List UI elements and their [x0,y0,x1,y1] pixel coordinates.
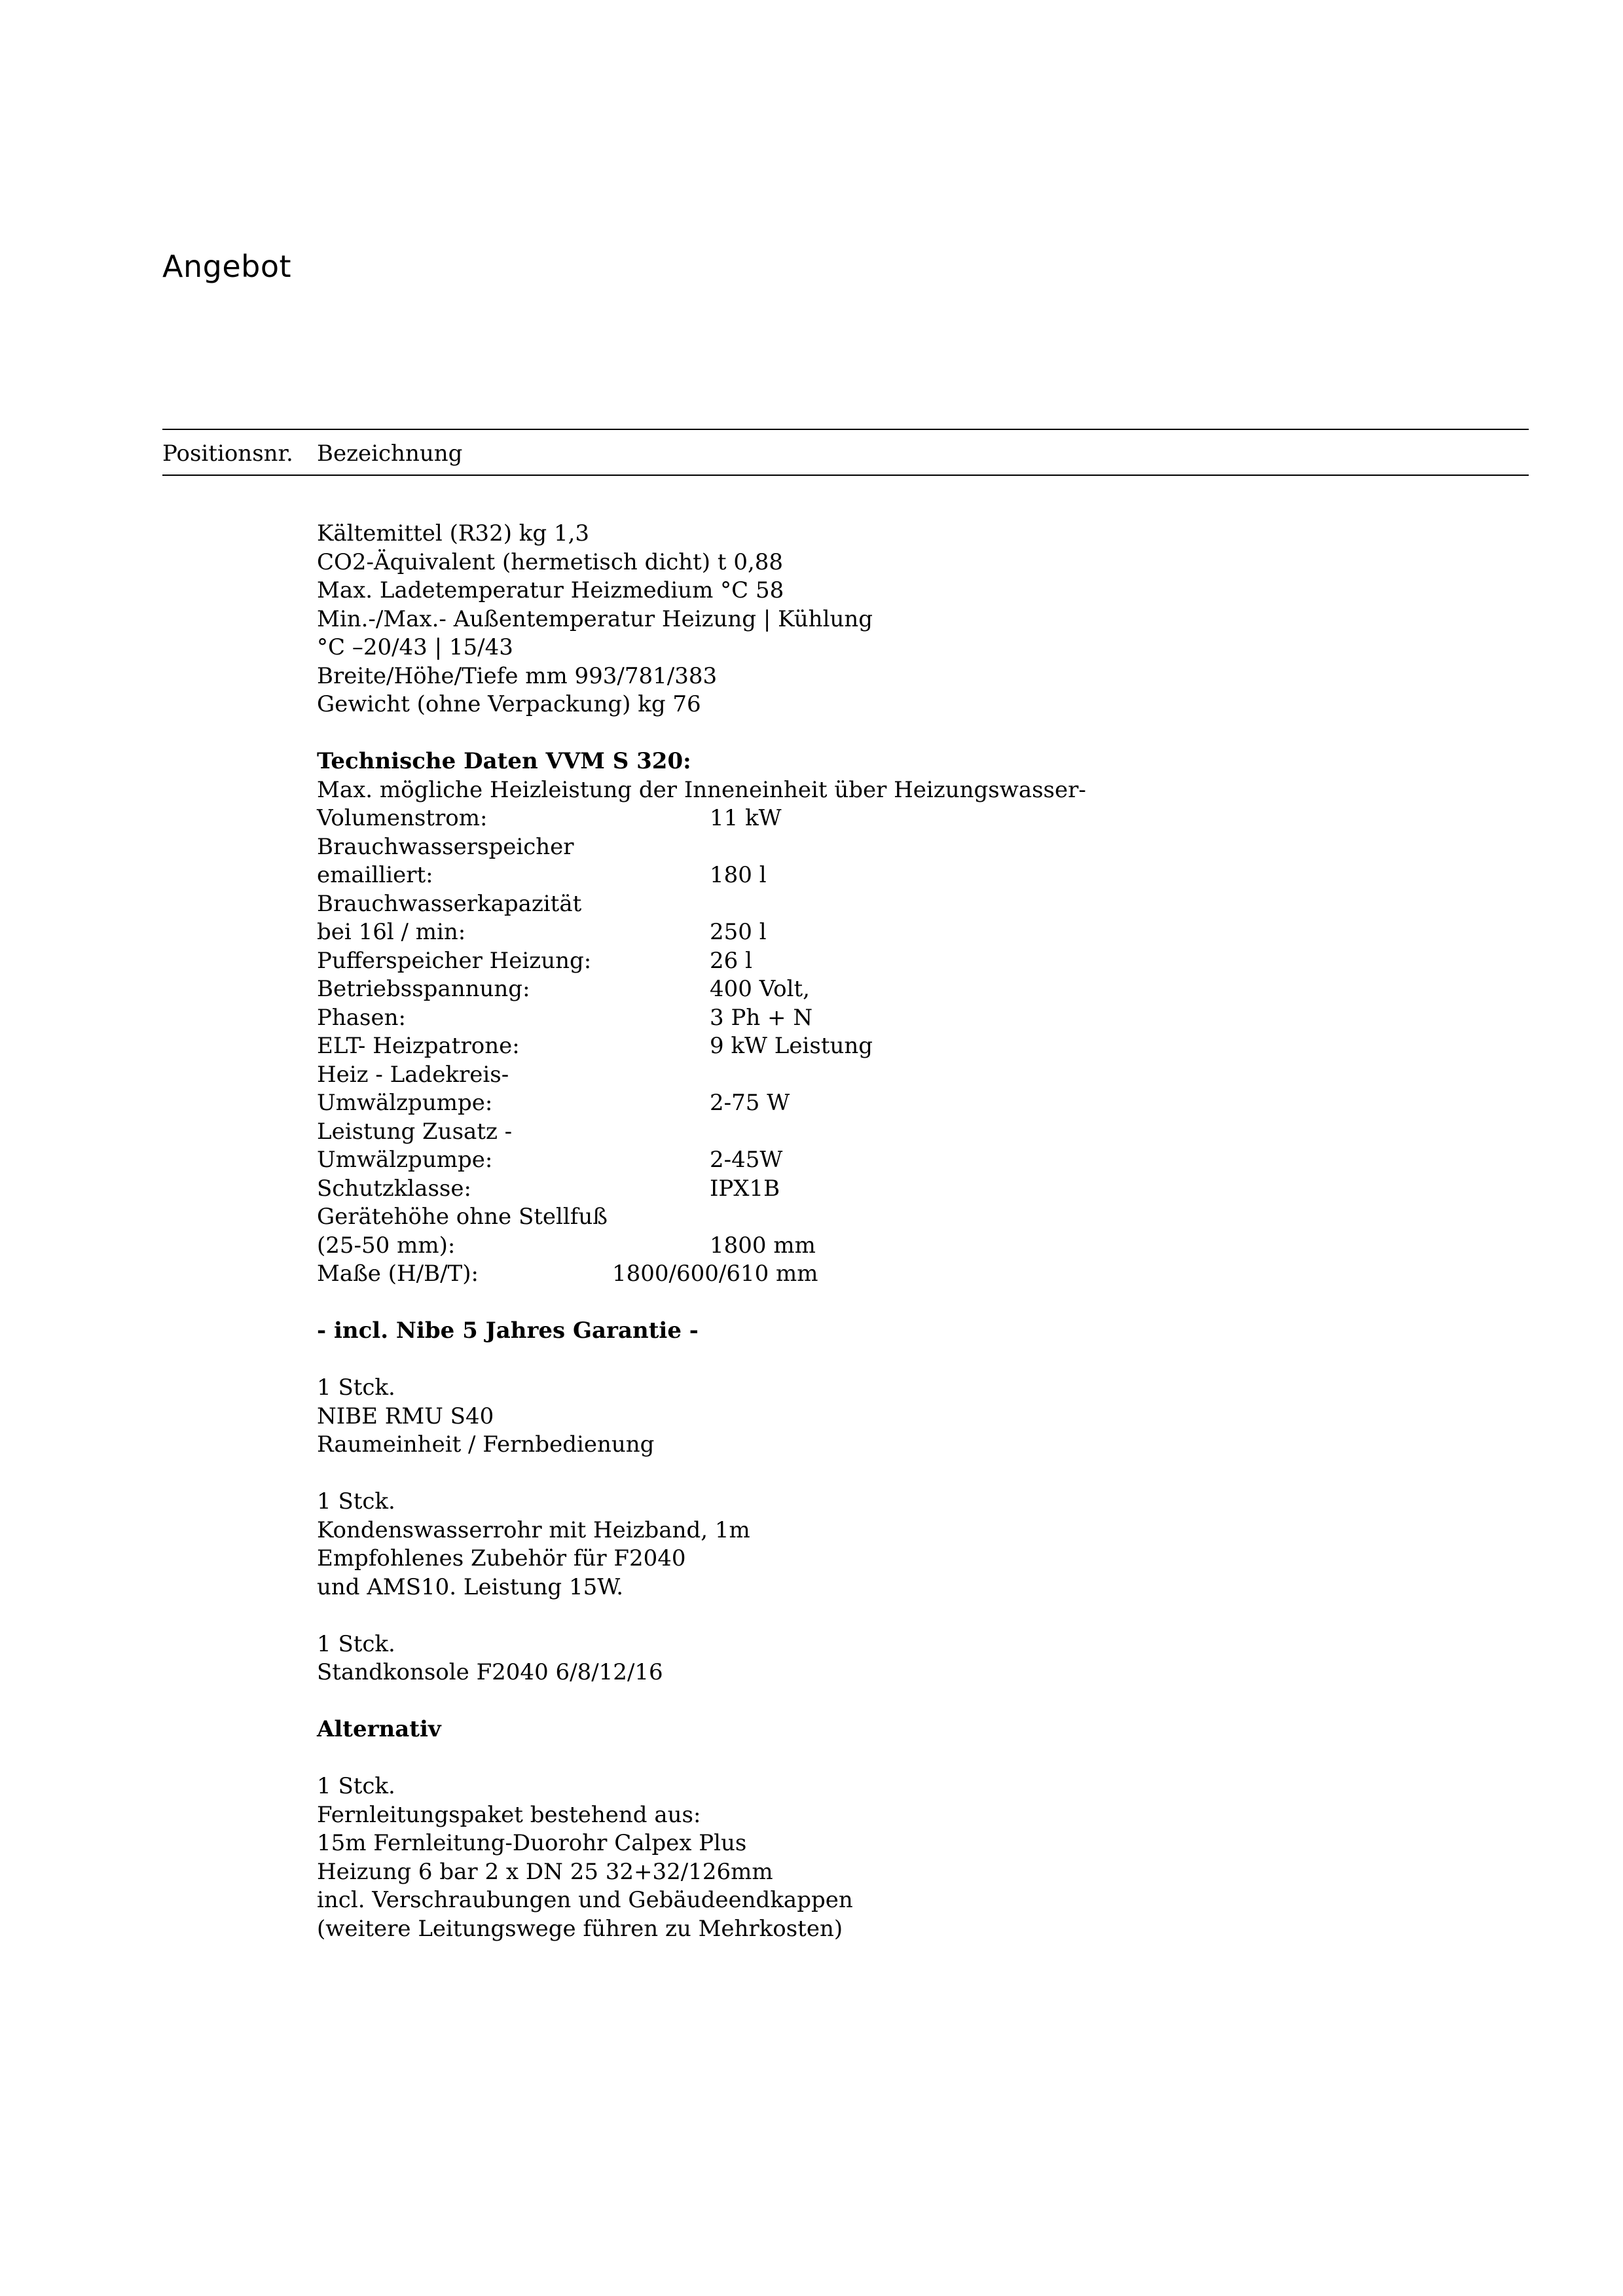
tech-row [317,1118,1495,1147]
item-fernleitung [317,1772,1495,1943]
tech-row [317,861,1495,890]
tech-row-label: bei 16l / min: [317,919,466,945]
spec-line: °C –20/43 | 15/43 [317,634,513,660]
item-line: und AMS10. Leistung 15W. [317,1573,624,1600]
tech-row-label: (25-50 mm): [317,1232,456,1259]
spacer [317,1346,1495,1374]
tech-row [317,1032,1495,1061]
tech-row [317,1061,1495,1090]
tech-row [317,890,1495,919]
item-line: NIBE RMU S40 [317,1403,494,1429]
item-kondenswasserrohr [317,1488,1495,1602]
tech-row-label: Leistung Zusatz - [317,1118,513,1145]
tech-row-value: 1800/600/610 mm [612,1261,818,1287]
tech-row-value: 2-75 W [710,1090,790,1116]
tech-row-label: Gerätehöhe ohne Stellfuß [317,1204,608,1230]
tech-row-label: Volumenstrom: [317,805,488,831]
tech-data-intro: Max. mögliche Heizleistung der Inneneinheit über Heizungswasser- [317,776,1086,803]
tech-row-label: Pufferspeicher Heizung: [317,947,592,974]
tech-row [317,947,1495,976]
item-quantity: 1 Stck. [317,1374,395,1401]
spacer [317,1687,1495,1716]
item-line: 15m Fernleitung-Duorohr Calpex Plus [317,1830,747,1856]
tech-row-label: Maße (H/B/T): [317,1261,479,1287]
tech-row-label: Umwälzpumpe: [317,1090,493,1116]
spec-line: Kältemittel (R32) kg 1,3 [317,520,590,547]
position-description [317,520,1495,1943]
item-line: Raumeinheit / Fernbedienung [317,1431,655,1458]
item-rmu [317,1374,1495,1460]
warranty-note: - incl. Nibe 5 Jahres Garantie - [317,1318,699,1344]
tech-data-title: Technische Daten VVM S 320: [317,748,691,774]
tech-row [317,804,1495,833]
spacer [317,1460,1495,1488]
tech-row-value: 2-45W [710,1147,783,1173]
tech-row-label: Heiz - Ladekreis- [317,1061,509,1088]
tech-row [317,1146,1495,1175]
tech-row-label: Umwälzpumpe: [317,1147,493,1173]
tech-row [317,1089,1495,1118]
tech-row [317,1175,1495,1204]
item-quantity: 1 Stck. [317,1630,395,1657]
item-line: incl. Verschraubungen und Gebäudeendkappen [317,1887,853,1913]
tech-data-vvm [317,747,1495,1289]
tech-row-value: 9 kW Leistung [710,1033,873,1059]
tech-row-value: 11 kW [710,805,782,831]
table-header [162,429,1529,476]
item-quantity: 1 Stck. [317,1773,395,1799]
tech-row [317,833,1495,862]
tech-row-dimensions [317,1260,1495,1289]
item-line: (weitere Leitungswege führen zu Mehrkosten) [317,1915,843,1942]
tech-row-value: 400 Volt, [710,976,810,1002]
spacer [317,719,1495,748]
tech-row-value: 26 l [710,947,752,974]
document-title: Angebot [162,249,292,284]
tech-row-label: Schutzklasse: [317,1175,471,1202]
tech-row-value: IPX1B [710,1175,780,1202]
item-line: Fernleitungspaket bestehend aus: [317,1801,701,1828]
item-line: Standkonsole F2040 6/8/12/16 [317,1659,663,1685]
tech-row-label: Betriebsspannung: [317,976,530,1002]
spec-line: Gewicht (ohne Verpackung) kg 76 [317,691,701,717]
spec-line: Min.-/Max.- Außentemperatur Heizung | Kühlung [317,605,873,632]
item-standkonsole [317,1630,1495,1687]
tech-row [317,1232,1495,1261]
column-header-position: Positionsnr. [162,440,293,467]
tech-row-label: ELT- Heizpatrone: [317,1033,520,1059]
spacer [317,1744,1495,1773]
tech-row [317,1004,1495,1033]
tech-row-value: 250 l [710,919,767,945]
alternativ-label: Alternativ [317,1716,441,1742]
tech-row-label: Brauchwasserkapazität [317,890,582,917]
spacer [317,1289,1495,1318]
spacer [317,1602,1495,1630]
spec-line: Breite/Höhe/Tiefe mm 993/781/383 [317,662,718,689]
tech-row-value: 3 Ph + N [710,1004,813,1031]
outdoor-specs [317,520,1495,719]
spec-line: CO2-Äquivalent (hermetisch dicht) t 0,88 [317,548,784,575]
tech-row-label: Phasen: [317,1004,406,1031]
tech-row-value: 1800 mm [710,1232,816,1259]
item-line: Heizung 6 bar 2 x DN 25 32+32/126mm [317,1858,773,1885]
item-line: Kondenswasserrohr mit Heizband, 1m [317,1516,750,1543]
column-header-description: Bezeichnung [317,440,463,467]
tech-row-label: Brauchwasserspeicher [317,833,574,860]
tech-row [317,1203,1495,1232]
spec-line: Max. Ladetemperatur Heizmedium °C 58 [317,577,784,603]
tech-row [317,918,1495,947]
tech-row-label: emailliert: [317,862,433,888]
item-line: Empfohlenes Zubehör für F2040 [317,1545,686,1571]
tech-row [317,975,1495,1004]
item-quantity: 1 Stck. [317,1488,395,1515]
tech-row-value: 180 l [710,862,767,888]
